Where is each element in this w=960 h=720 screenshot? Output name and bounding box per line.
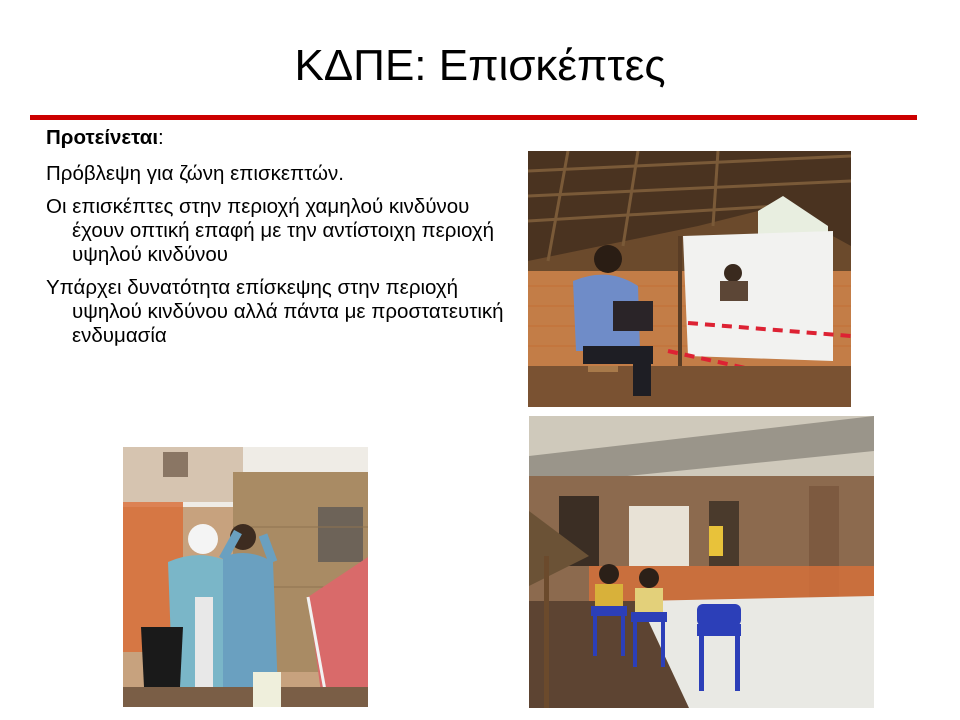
photo-visitor-seated-image — [528, 151, 851, 407]
photo-ppe-donning-image — [123, 447, 368, 707]
lead-label: Προτείνεται — [46, 126, 159, 149]
bullet-3: Υπάρχει δυνατότητα επίσκεψης στην περιοχή υψηλού κινδύνου αλλά πάντα με προστατευτική ενδυμασία — [46, 276, 504, 347]
bullet-1: Πρόβλεψη για ζώνη επισκεπτών. — [46, 162, 344, 185]
slide-body — [46, 126, 516, 357]
title-divider — [30, 115, 917, 120]
photo-visitors-chairs — [529, 416, 874, 708]
bullet-2: Οι επισκέπτες στην περιοχή χαμηλού κινδύνου έχουν οπτική επαφή με την αντίστοιχη περιοχή υψηλού κινδύνου — [46, 195, 495, 266]
lead-line — [46, 126, 516, 150]
lead-colon: : — [158, 126, 164, 149]
slide-title: ΚΔΠΕ: Επισκέπτες — [294, 41, 666, 90]
photo-visitors-chairs-image — [529, 416, 874, 708]
photo-ppe-donning — [123, 447, 368, 707]
photo-visitor-seated — [528, 151, 851, 407]
